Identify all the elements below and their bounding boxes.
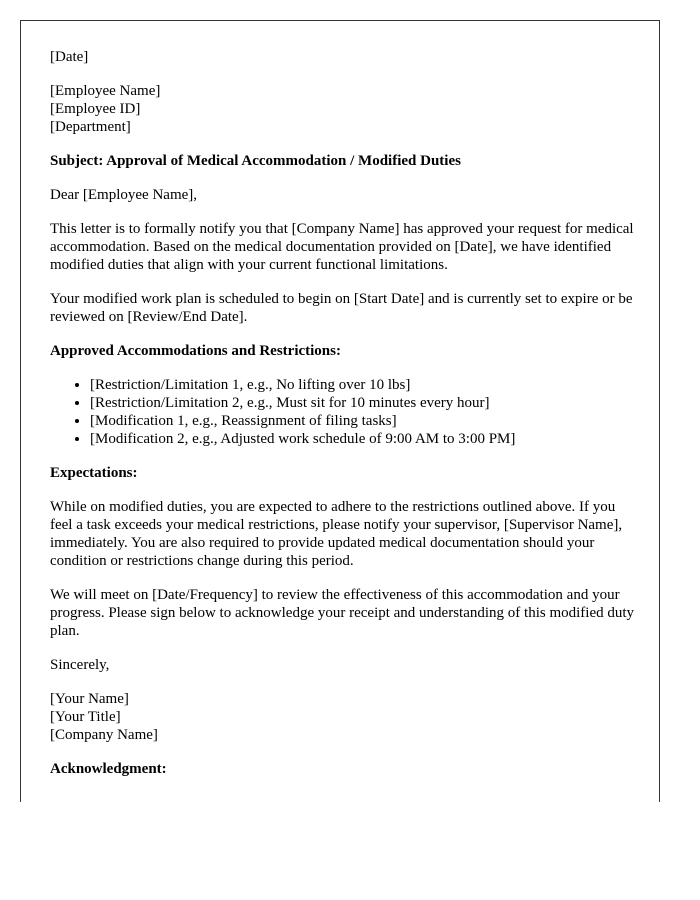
body-paragraph-meeting: We will meet on [Date/Frequency] to review the effectiveness of this accommodation and your progress. Please sign below to acknowledge your receipt and understanding of this modified duty plan. [50,587,635,639]
accommodations-heading: Approved Accommodations and Restrictions: [50,343,341,359]
letter-page [20,20,660,802]
list-item: • [Modification 2, e.g., Adjusted work schedule of 9:00 AM to 3:00 PM] [90,430,640,448]
body-paragraph-expectations: While on modified duties, you are expected to adhere to the restrictions outlined above. If you feel a task exceeds your medical restrictions, please notify your supervisor, [Supervisor Name], immediately. You are also required to provide updated medical documentation should your condition or restrictions change during this period. [50,499,623,569]
body-paragraph-schedule: Your modified work plan is scheduled to begin on [Start Date] and is currently set to expire or be reviewed on [Review/End Date]. [50,291,633,325]
recipient-id: [Employee ID] [50,101,141,117]
closing: Sincerely, [50,657,110,673]
expectations-heading: Expectations: [50,465,138,481]
sender-title: [Your Title] [50,709,121,725]
sender-block [50,690,640,744]
acknowledgment-heading: Acknowledgment: [50,761,167,777]
list-item: • [Modification 1, e.g., Reassignment of filing tasks] [90,412,640,430]
letter-date: [Date] [50,49,89,65]
letter-subject: Subject: Approval of Medical Accommodation / Modified Duties [50,153,461,169]
body-paragraph-notification: This letter is to formally notify you that [Company Name] has approved your request for medical accommodation. Based on the medical documentation provided on [Date], we have identified modified duties that align with your current functional limitations. [50,221,634,273]
accommodations-list [50,376,640,448]
letter-content [50,48,640,794]
list-item: • [Restriction/Limitation 1, e.g., No lifting over 10 lbs] [90,376,640,394]
list-item: • [Restriction/Limitation 2, e.g., Must sit for 10 minutes every hour] [90,394,640,412]
sender-company: [Company Name] [50,727,158,743]
salutation: Dear [Employee Name], [50,187,198,203]
sender-name: [Your Name] [50,691,129,707]
recipient-department: [Department] [50,119,131,135]
recipient-block [50,82,640,136]
recipient-name: [Employee Name] [50,83,161,99]
